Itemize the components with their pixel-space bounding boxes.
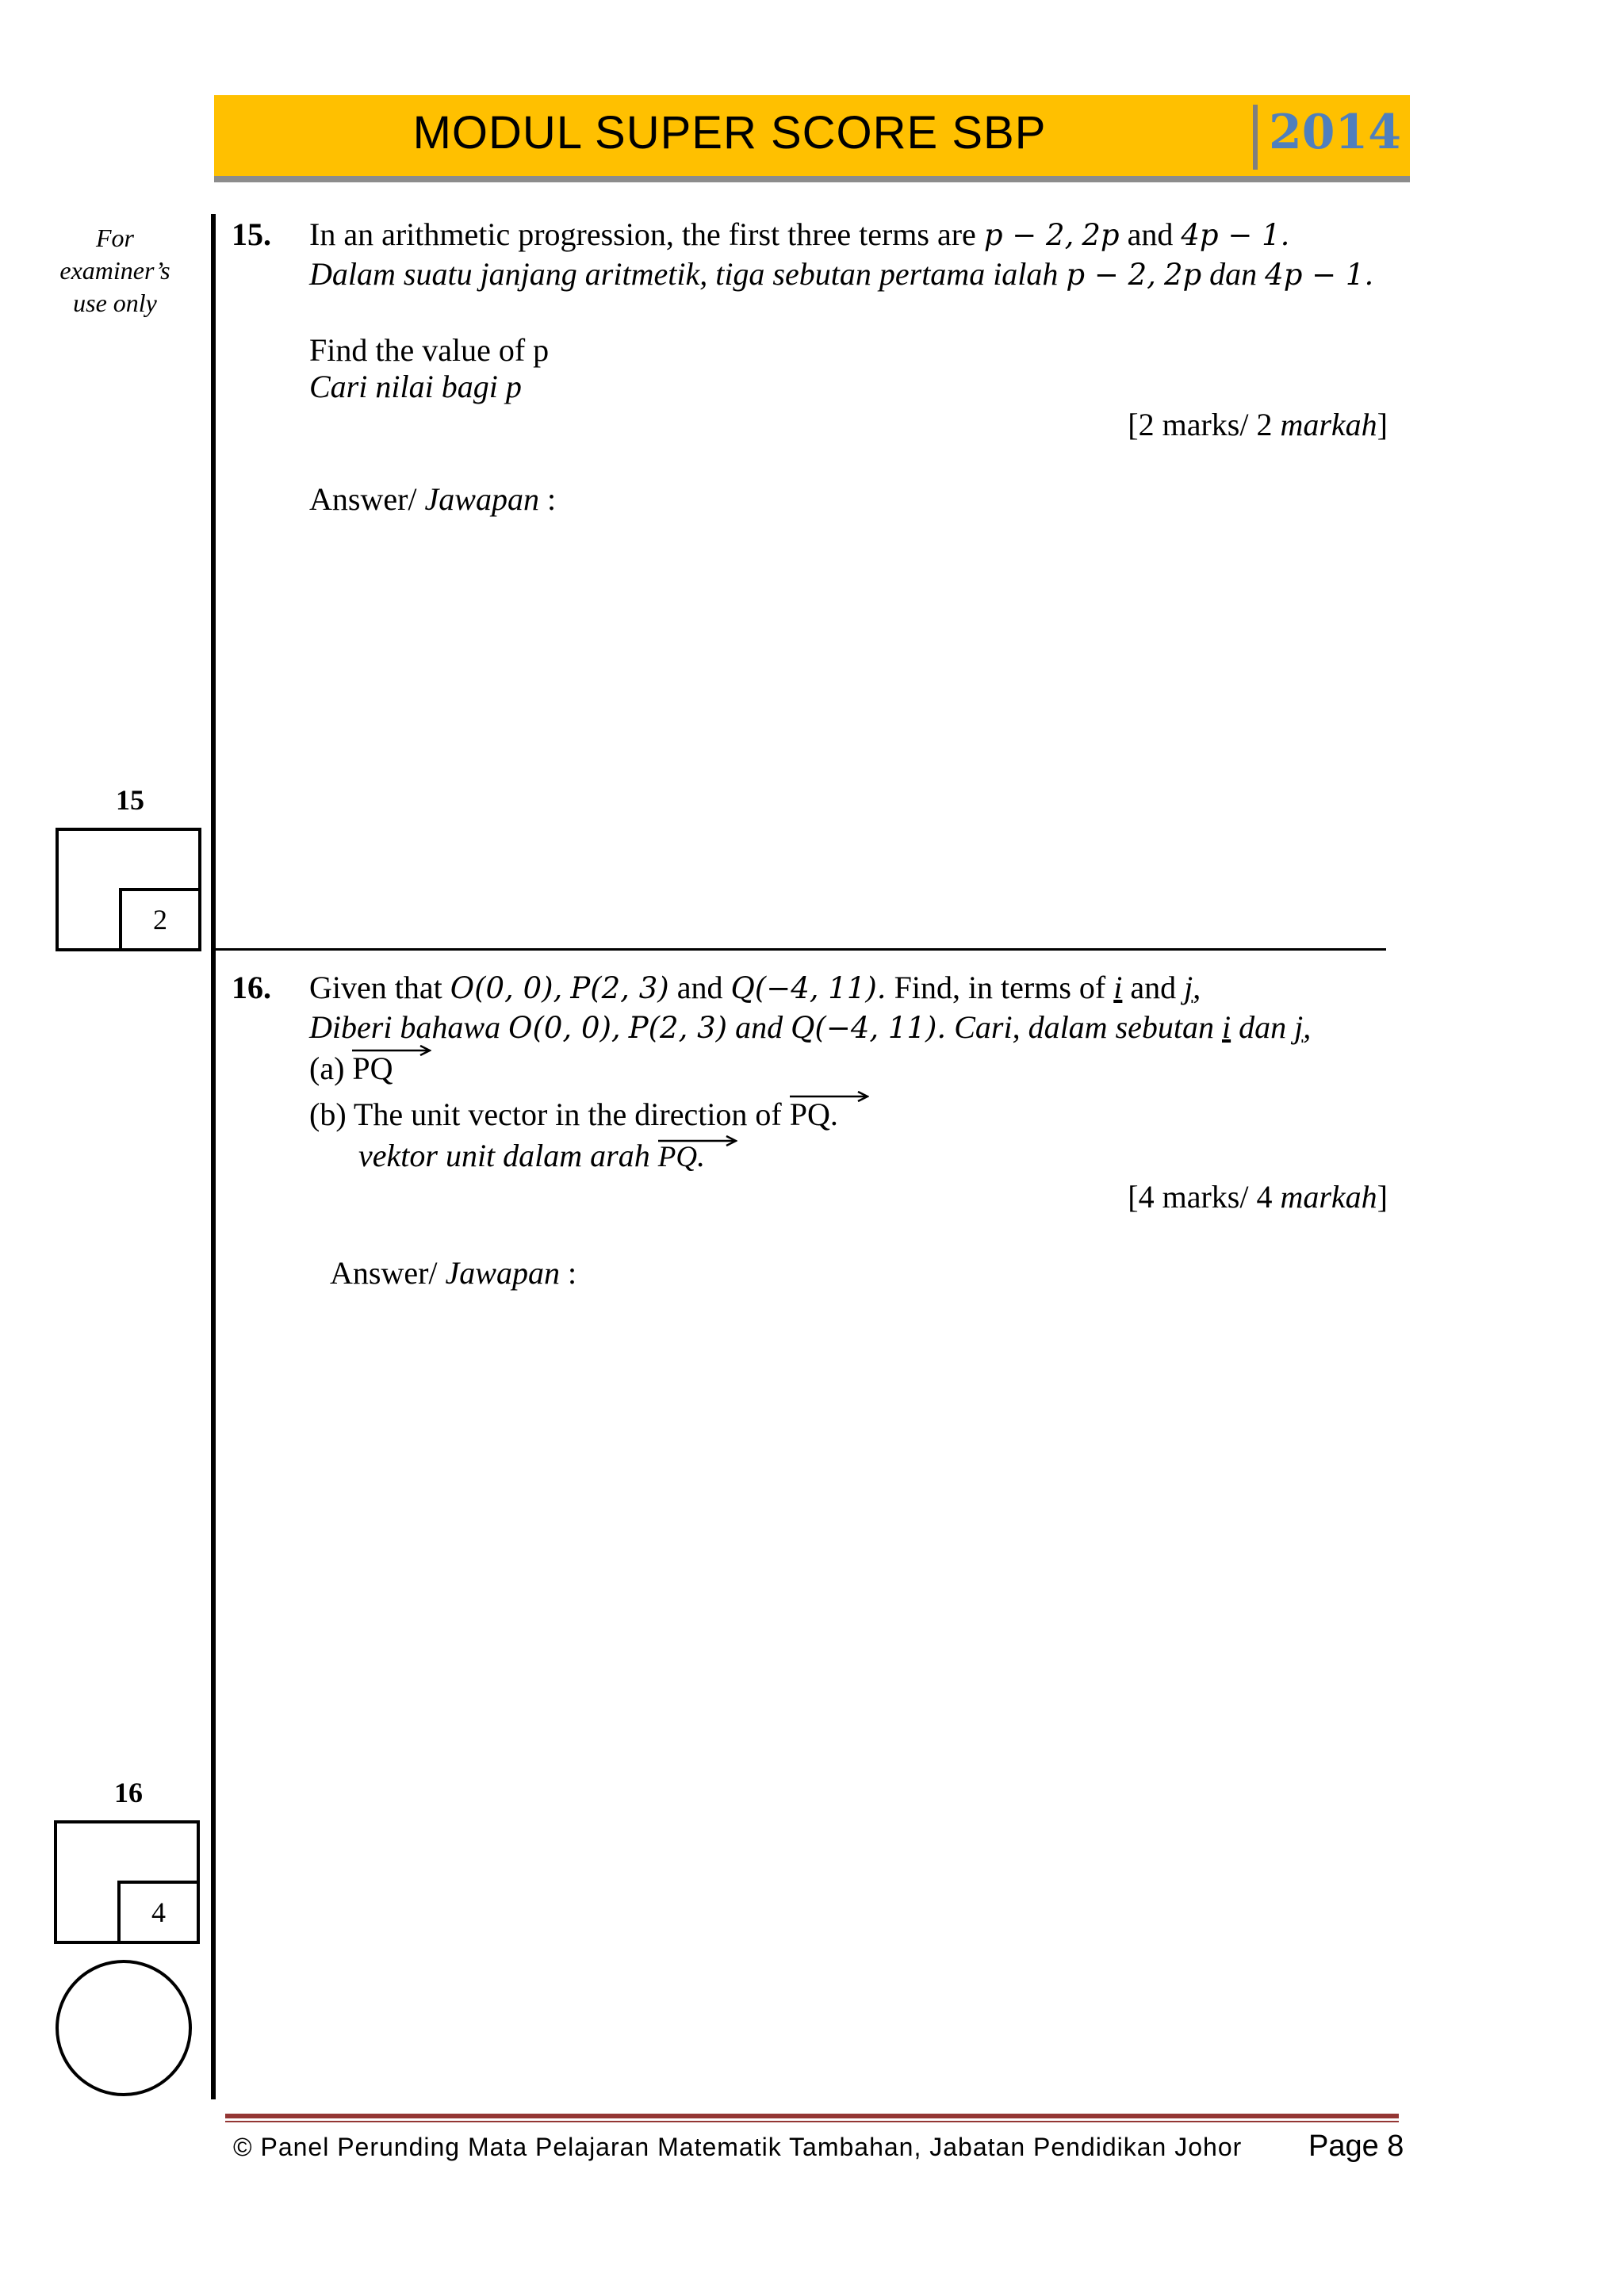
footer-copyright: © Panel Perunding Mata Pelajaran Matematik Tambahan, Jabatan Pendidikan Johor — [233, 2133, 1243, 2161]
q16-score-box[interactable] — [54, 1820, 200, 1944]
q15-marks-malay: markah — [1280, 407, 1377, 442]
q15-answer-area[interactable] — [309, 523, 1386, 936]
q15-answer-english: Answer/ — [309, 481, 417, 517]
q16-part-b-vector-text: PQ — [789, 1096, 830, 1132]
q15-term-3: 4p − 1. — [1181, 218, 1290, 252]
vector-arrow-icon — [352, 1045, 431, 1056]
q16-dan: dan — [1239, 1009, 1287, 1045]
q16-part-a-label: (a) — [309, 1050, 345, 1086]
header-title: MODUL SUPER SCORE SBP — [412, 107, 1047, 159]
q15-malay-text: Dalam suatu janjang aritmetik, tiga sebutan pertama ialah — [309, 256, 1059, 292]
examiner-note — [40, 222, 190, 320]
q16-find-terms-malay: Cari, dalam sebutan — [954, 1009, 1214, 1045]
q16-marks-open: [4 marks/ 4 — [1128, 1179, 1273, 1215]
q16-part-b-malay-period: . — [697, 1138, 706, 1173]
q16-point-q: Q(−4, 11). — [730, 971, 887, 1005]
q16-malay-point-p: P(2, 3) — [628, 1011, 728, 1045]
total-score-circle[interactable] — [56, 1960, 192, 2096]
q16-malay-line — [309, 1008, 1311, 1046]
q15-english-line — [309, 216, 1289, 253]
header-separator — [1253, 105, 1258, 170]
q16-malay-point-o: O(0, 0), — [508, 1011, 621, 1045]
q16-answer-malay: Jawapan — [445, 1255, 560, 1291]
q15-dan: dan — [1209, 256, 1258, 292]
q16-part-b-english: The unit vector in the direction of — [353, 1096, 782, 1132]
q16-malay-comma: , — [1303, 1009, 1312, 1045]
q15-marks-close: ] — [1377, 407, 1388, 442]
q16-find-terms-english: Find, in terms of — [894, 970, 1106, 1005]
q15-score-box[interactable] — [56, 828, 201, 951]
q16-vector-i: i — [1113, 970, 1123, 1005]
q16-malay-vector-i: i — [1222, 1009, 1231, 1045]
header-year: 2014 — [1269, 105, 1401, 160]
q16-number: 16. — [232, 970, 271, 1005]
q16-answer-area[interactable] — [330, 1300, 1386, 2093]
q15-english-text: In an arithmetic progression, the first three terms are — [309, 216, 976, 252]
q15-marks-open: [2 marks/ 2 — [1128, 407, 1273, 442]
q15-number: 15. — [232, 216, 271, 252]
vector-arrow-icon — [658, 1135, 737, 1146]
q15-answer-malay: Jawapan — [424, 481, 539, 517]
q16-score-label: 16 — [114, 1777, 143, 1808]
q16-answer-label — [330, 1254, 576, 1292]
question-divider — [216, 948, 1386, 951]
footer-rule — [225, 2114, 1399, 2118]
q16-part-a-vector-text: PQ — [352, 1050, 393, 1086]
q15-answer-label — [309, 480, 556, 518]
q16-marks-malay: markah — [1280, 1179, 1377, 1215]
q15-find-malay: Cari nilai bagi p — [309, 369, 522, 404]
q16-given-malay: Diberi bahawa — [309, 1009, 501, 1045]
q16-part-b-vector — [790, 1096, 830, 1133]
q16-vector-j: j — [1184, 970, 1193, 1005]
q15-marks — [1128, 406, 1388, 443]
q16-given-english: Given that — [309, 970, 442, 1005]
q15-and: and — [1127, 216, 1174, 252]
q16-marks — [1128, 1178, 1388, 1215]
q16-part-b — [309, 1096, 838, 1133]
q15-answer-colon: : — [546, 481, 557, 517]
q16-malay-and: and — [735, 1009, 783, 1045]
q16-and-2: and — [1130, 970, 1177, 1005]
q16-part-a-vector — [352, 1050, 393, 1087]
q16-comma: , — [1193, 970, 1201, 1005]
q16-point-o: O(0, 0), — [450, 971, 563, 1005]
q16-part-b-malay-line — [358, 1137, 705, 1174]
q15-malay-term-1: p − 2, — [1066, 258, 1156, 292]
q16-max-marks: 4 — [117, 1881, 200, 1944]
q16-answer-english: Answer/ — [330, 1255, 438, 1291]
examiner-note-line: use only — [73, 289, 157, 317]
q16-part-b-label: (b) — [309, 1096, 347, 1132]
q16-malay-point-q: Q(−4, 11). — [791, 1011, 947, 1045]
q15-term-2: 2p — [1082, 218, 1120, 252]
q15-term-1: p − 2, — [983, 218, 1074, 252]
q15-max-marks: 2 — [119, 888, 201, 951]
q16-english-line — [309, 969, 1201, 1006]
q16-part-b-malay: vektor unit dalam arah — [358, 1138, 650, 1173]
page-number: Page 8 — [1308, 2130, 1404, 2163]
q15-score-label: 15 — [116, 784, 144, 816]
q16-part-b-period: . — [829, 1096, 838, 1132]
q16-part-a — [309, 1050, 393, 1087]
header-shadow — [214, 176, 1410, 182]
q15-malay-line — [309, 255, 1373, 293]
examiner-note-line: examiner’s — [59, 256, 170, 285]
q16-marks-close: ] — [1377, 1179, 1388, 1215]
footer-rule-thin — [225, 2121, 1399, 2122]
q16-answer-colon: : — [567, 1255, 577, 1291]
vector-arrow-icon — [790, 1091, 869, 1102]
q16-and: and — [676, 970, 723, 1005]
q16-part-b-malay-vector — [658, 1140, 697, 1174]
q15-find-english: Find the value of p — [309, 332, 550, 368]
q15-malay-term-3: 4p − 1. — [1265, 258, 1374, 292]
q15-malay-term-2: 2p — [1163, 258, 1202, 292]
q16-part-b-malay-vector-text: PQ — [657, 1141, 698, 1173]
q16-malay-vector-j: j — [1294, 1009, 1304, 1045]
margin-rule — [211, 214, 216, 2099]
q16-point-p: P(2, 3) — [570, 971, 669, 1005]
examiner-note-line: For — [96, 224, 134, 252]
